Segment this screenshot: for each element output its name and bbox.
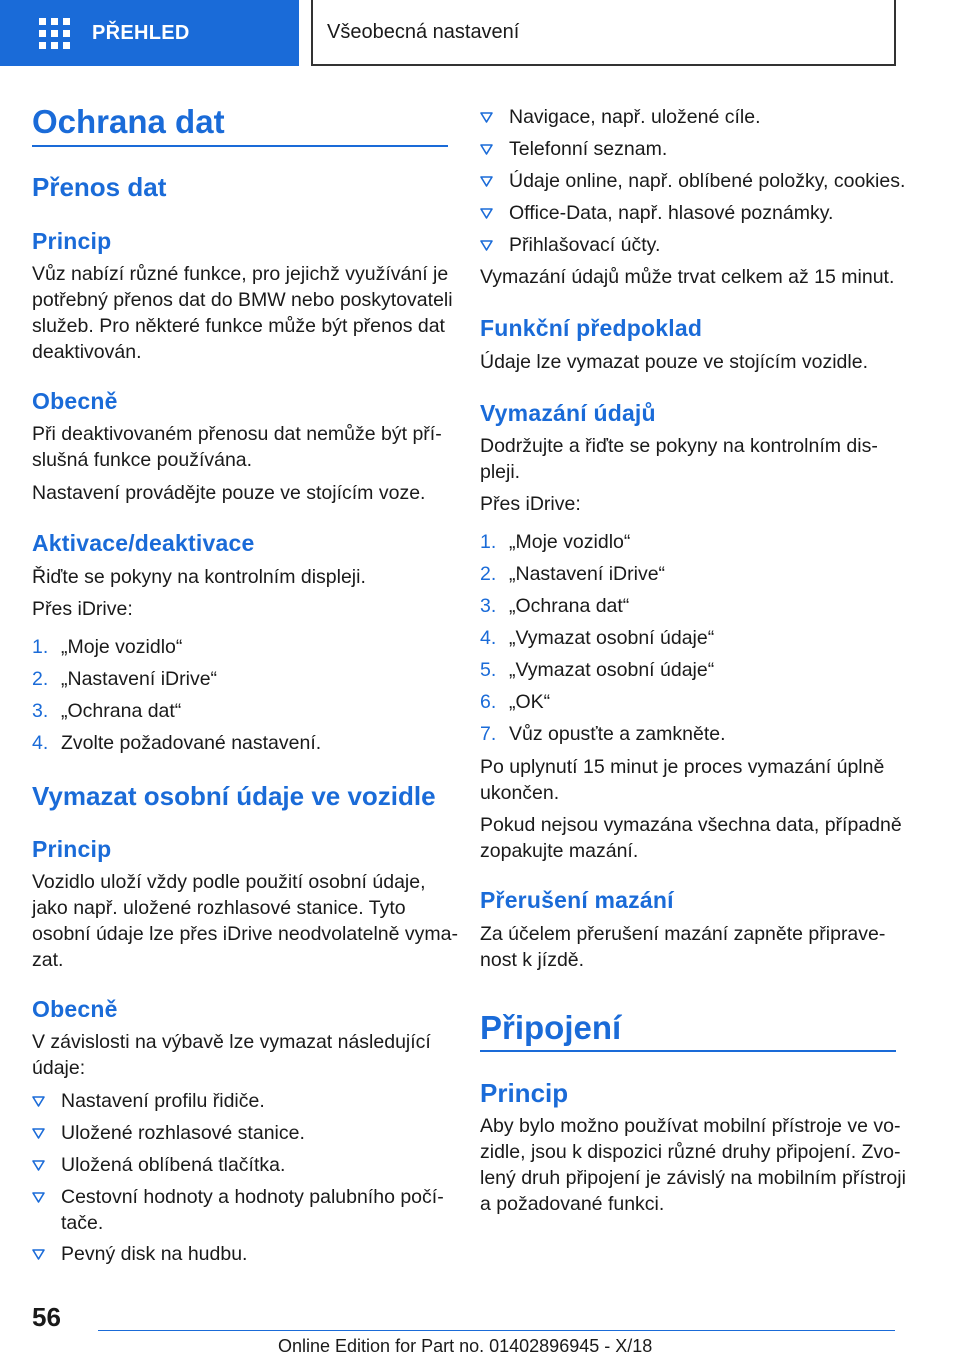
edition-note: Online Edition for Part no. 01402896945 - X/18 [278, 1336, 653, 1356]
bullet-text: Uložené rozhlasové stanice. [61, 1122, 305, 1144]
subheading: Obecně [32, 996, 118, 1022]
step-text: „Nastavení iDrive“ [509, 563, 666, 585]
paragraph-line: osobní údaje lze přes iDrive neodvolatelně vyma‐ [32, 923, 458, 945]
step-text: Vůz opusťte a zamkněte. [509, 723, 726, 745]
triangle-bullet-icon [32, 1184, 50, 1210]
paragraph-line: zopakujte mazání. [480, 840, 639, 862]
triangle-bullet-icon [480, 136, 498, 162]
list-item [480, 625, 896, 651]
step-number: 2. [32, 668, 49, 690]
triangle-bullet-icon [480, 168, 498, 194]
step-text: „Ochrana dat“ [61, 700, 182, 722]
page-header [0, 0, 960, 66]
triangle-bullet-icon [32, 1088, 50, 1114]
subheading: Princip [480, 1078, 569, 1108]
overview-button[interactable] [0, 0, 299, 66]
list-item [32, 730, 448, 756]
bullet-text: Telefonní seznam. [509, 138, 668, 160]
list-item [480, 561, 896, 587]
list-item [480, 168, 906, 194]
paragraph-line: Při deaktivovaném přenosu dat nemůže být pří‐ [32, 423, 442, 445]
grid-icon [39, 18, 70, 49]
paragraph-line: Dodržujte a řiďte se pokyny na kontrolním dis‐ [480, 435, 878, 457]
triangle-bullet-icon [32, 1241, 50, 1267]
paragraph-line: zidle, jsou k dispozici různé druhy připojení. Zvo‐ [480, 1141, 901, 1163]
list-item [32, 666, 448, 692]
paragraph-line: a požadované funkci. [480, 1193, 665, 1215]
paragraph-line: jako např. uložené rozhlasové stanice. Tyto [32, 897, 406, 919]
bullet-text: Uložená oblíbená tlačítka. [61, 1154, 286, 1176]
list-item [480, 657, 896, 683]
step-number: 1. [32, 636, 49, 658]
list-item [480, 136, 896, 162]
list-item [480, 721, 896, 747]
bullet-text: Navigace, např. uložené cíle. [509, 106, 761, 128]
paragraph-line: deaktivován. [32, 341, 142, 363]
subheading: Princip [32, 228, 112, 254]
section-heading: Vymazat osobní údaje ve vozidle [32, 781, 436, 811]
paragraph-line: Údaje lze vymazat pouze ve stojícím vozidle. [480, 351, 869, 373]
subheading: Funkční předpoklad [480, 315, 703, 341]
list-item [32, 1241, 448, 1267]
paragraph-line: lený druh připojení je závislý na mobilním přístroji [480, 1167, 906, 1189]
paragraph-line: Řiďte se pokyny na kontrolním displeji. [32, 566, 366, 588]
subheading: Obecně [32, 388, 118, 414]
step-text: „Vymazat osobní údaje“ [509, 627, 715, 649]
subheading: Přerušení mazání [480, 887, 674, 913]
paragraph-line: ukončen. [480, 782, 560, 804]
subheading: Vymazání údajů [480, 400, 656, 426]
bullet-text: tače. [61, 1212, 104, 1234]
list-item [32, 1152, 448, 1178]
overview-label: PŘEHLED [92, 21, 190, 44]
bullet-text: Nastavení profilu řidiče. [61, 1090, 265, 1112]
paragraph-line: Aby bylo možno používat mobilní přístroje ve vo‐ [480, 1115, 901, 1137]
triangle-bullet-icon [32, 1120, 50, 1146]
paragraph-line: Po uplynutí 15 minut je proces vymazání úplně [480, 756, 885, 778]
paragraph-line: Nastavení provádějte pouze ve stojícím voze. [32, 482, 426, 504]
list-item [480, 200, 896, 226]
paragraph-line: Vymazání údajů může trvat celkem až 15 minut. [480, 266, 895, 288]
step-number: 3. [32, 700, 49, 722]
step-number: 4. [32, 732, 49, 754]
step-number: 4. [480, 627, 497, 649]
paragraph-line: Přes iDrive: [480, 493, 581, 515]
list-item [32, 1184, 448, 1236]
paragraph-line: Za účelem přerušení mazání zapněte připrave‐ [480, 923, 886, 945]
title-rule [480, 1050, 896, 1052]
subheading: Aktivace/deaktivace [32, 530, 255, 556]
step-number: 7. [480, 723, 497, 745]
step-text: „Nastavení iDrive“ [61, 668, 218, 690]
bullet-text: Přihlašovací účty. [509, 234, 661, 256]
paragraph-line: potřebný přenos dat do BMW nebo poskytovateli [32, 289, 453, 311]
section-label: Všeobecná nastavení [327, 20, 520, 43]
bullet-text: Cestovní hodnoty a hodnoty palubního počí‐ [61, 1186, 444, 1208]
list-item [32, 698, 448, 724]
paragraph-line: Vozidlo uloží vždy podle použití osobní údaje, [32, 871, 426, 893]
list-item [480, 104, 896, 130]
paragraph-line: Pokud nejsou vymazána všechna data, případně [480, 814, 902, 836]
step-text: „Moje vozidlo“ [61, 636, 183, 658]
paragraph-line: zat. [32, 949, 64, 971]
paragraph-line: V závislosti na výbavě lze vymazat následující [32, 1031, 431, 1053]
paragraph-line: údaje: [32, 1057, 86, 1079]
paragraph-line: nost k jízdě. [480, 949, 585, 971]
list-item [32, 634, 448, 660]
page-number: 56 [32, 1302, 61, 1332]
step-text: „Moje vozidlo“ [509, 531, 631, 553]
triangle-bullet-icon [480, 232, 498, 258]
step-number: 2. [480, 563, 497, 585]
section-tab[interactable] [311, 0, 896, 66]
bullet-text: Údaje online, např. oblíbené položky, cookies. [509, 170, 906, 192]
triangle-bullet-icon [480, 200, 498, 226]
list-item [32, 1088, 448, 1114]
step-text: Zvolte požadované nastavení. [61, 732, 322, 754]
step-text: „Ochrana dat“ [509, 595, 630, 617]
section-title: Připojení [480, 1009, 622, 1046]
paragraph-line: Vůz nabízí různé funkce, pro jejichž využívání je [32, 263, 449, 285]
step-number: 1. [480, 531, 497, 553]
title-rule [32, 145, 448, 147]
bullet-text: Office-Data, např. hlasové poznámky. [509, 202, 834, 224]
list-item [480, 593, 896, 619]
step-number: 5. [480, 659, 497, 681]
paragraph-line: slušná funkce používána. [32, 449, 253, 471]
footer-rule [98, 1330, 895, 1331]
list-item [480, 529, 896, 555]
list-item [480, 232, 896, 258]
page-title: Ochrana dat [32, 103, 225, 140]
paragraph-line: pleji. [480, 461, 521, 483]
step-number: 6. [480, 691, 497, 713]
subheading: Princip [32, 836, 112, 862]
paragraph-line: Přes iDrive: [32, 598, 133, 620]
bullet-text: Pevný disk na hudbu. [61, 1243, 248, 1265]
step-text: „Vymazat osobní údaje“ [509, 659, 715, 681]
section-heading: Přenos dat [32, 172, 167, 202]
triangle-bullet-icon [32, 1152, 50, 1178]
paragraph-line: služeb. Pro některé funkce může být přenos dat [32, 315, 445, 337]
list-item [32, 1120, 448, 1146]
step-text: „OK“ [509, 691, 551, 713]
list-item [480, 689, 896, 715]
triangle-bullet-icon [480, 104, 498, 130]
step-number: 3. [480, 595, 497, 617]
